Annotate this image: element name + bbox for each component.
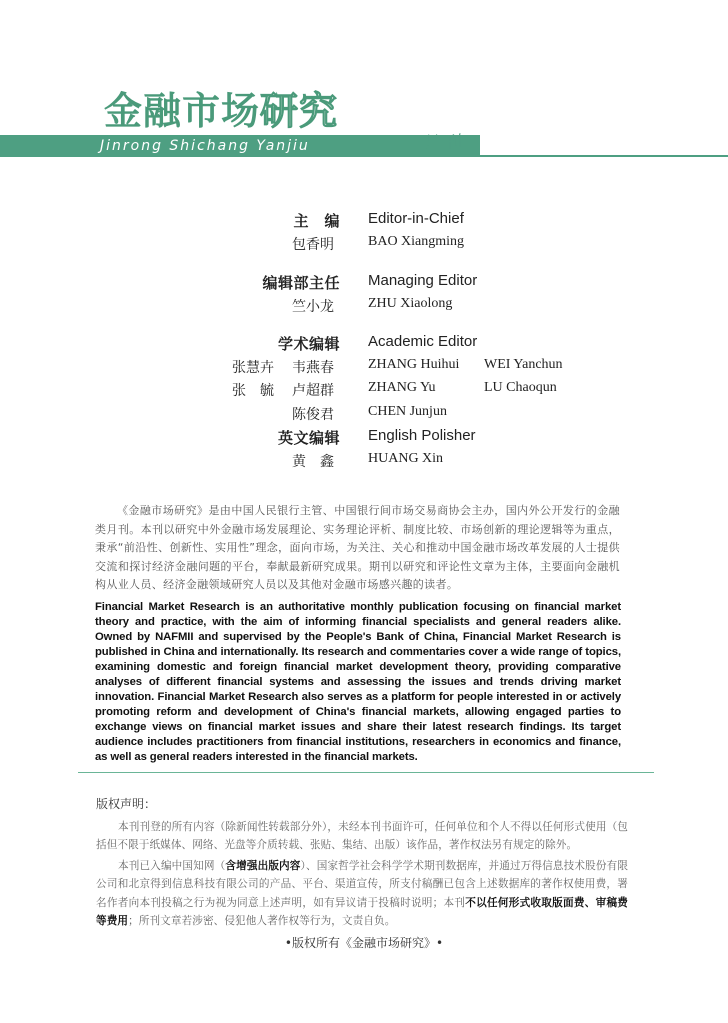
- copyright-heading: 版权声明：: [96, 797, 157, 811]
- academic-editor-label-row: [0, 333, 728, 357]
- academic-editor-name-en: ZHANG Yu: [368, 380, 436, 395]
- academic-editor-name-cn: 韦燕春: [292, 360, 334, 376]
- section-divider: [78, 772, 654, 773]
- intro-paragraph-en: Financial Market Research is an authoritative monthly publication focusing on financial market theory and practice, with the aim of informing financial specialists and general readers alike. Owned by NAFMII and supervised by the People's Bank of China, Financial Market Research is published in China and internationally. Its research and commentaries cover a wide range of topics, examining domestic and foreign financial market development theory, providing comparative analyses of different financial systems and assessing the issues and trends driving market innovation. Financial Market Research also serves as a platform for people interested in or actively promoting reform and development of China's financial markets, allowing engaged parties to exchange views on financial market issues and share their latest research findings. Its target audience includes practitioners from financial institutions, researchers in economics and finance, as well as general readers interested in the financial markets.: [95, 601, 621, 763]
- editor-in-chief-name-row: [0, 234, 728, 258]
- english-polisher-label-cn: 英文编辑: [277, 429, 340, 447]
- managing-editor-label-cn: 编辑部主任: [262, 274, 340, 292]
- journal-title-part1: 金融市场: [104, 88, 261, 133]
- academic-editor-name-cn: 陈俊君: [292, 407, 334, 423]
- copyright-p2-text-c: ；所刊文章若涉密、侵犯他人著作权等行为，文责自负。: [128, 915, 396, 928]
- academic-editor-names-row-1: [0, 357, 728, 381]
- academic-editor-names-row-3: [0, 404, 728, 428]
- academic-editor-name-cn: 卢超群: [292, 383, 334, 399]
- managing-editor-name-cn: 竺小龙: [292, 299, 334, 315]
- academic-editor-name-en: LU Chaoqun: [484, 380, 557, 395]
- copyright-p2-bold-1: 含增强出版内容: [225, 860, 301, 872]
- academic-editor-names-row-2: [0, 380, 728, 404]
- copyright-paragraph-2: [96, 857, 628, 931]
- editor-in-chief-label-cn: 主 编: [293, 212, 340, 230]
- academic-editor-label-cn: 学术编辑: [277, 335, 340, 353]
- journal-frequency: 月刊: [424, 133, 466, 153]
- academic-editor-name-en: WEI Yanchun: [484, 357, 563, 372]
- editor-in-chief-name-en: BAO Xiangming: [368, 234, 465, 249]
- editor-in-chief-label-row: [0, 210, 728, 234]
- academic-editor-name-en: CHEN Junjun: [368, 404, 447, 419]
- editor-in-chief-name-cn: 包香明: [292, 237, 334, 253]
- editor-in-chief-label-en: Editor-in-Chief: [368, 210, 464, 227]
- managing-editor-label-en: Managing Editor: [368, 272, 478, 289]
- english-polisher-label-row: [0, 427, 728, 451]
- managing-editor-name-en: ZHU Xiaolong: [368, 296, 453, 311]
- managing-editor-name-row: [0, 296, 728, 320]
- academic-editor-name-cn: 张慧卉: [232, 360, 274, 376]
- journal-title: [104, 88, 338, 134]
- managing-editor-label-row: [0, 272, 728, 296]
- copyright-p2-text-b: ）、国家哲学社会科学学术期刊数据库，并通过万得信息技术股份有限公司和北京得到信息科技有限公司的产品、平台、渠道宣传，所支付稿酬已包含上述数据库的著作权使用费，署名作者向本刊投稿之行为视为同意上述声明，如有异议请于投稿时说明；本刊: [96, 860, 629, 909]
- intro-paragraph-cn: 《金融市场研究》是由中国人民银行主管、中国银行间市场交易商协会主办，国内外公开发行的金融类月刊。本刊以研究中外金融市场发展理论、实务理论评析、制度比较、市场创新的理论逻辑等为重点，秉承“前沿性、创新性、实用性”理念，面向市场，为关注、关心和推动中国金融市场改革发展的人士提供交流和探讨经济金融问题的平台，奉献最新研究成果。期刊以研究和评论性文章为主体，主要面向金融机构从业人员、经济金融领域研究人员以及其他对金融市场感兴趣的读者。: [95, 504, 620, 592]
- english-polisher-name-cn: 黄 鑫: [292, 454, 334, 470]
- academic-editor-name-en: ZHANG Huihui: [368, 357, 460, 372]
- english-polisher-name-row: [0, 451, 728, 475]
- english-polisher-name-en: HUANG Xin: [368, 451, 444, 466]
- copyright-p2-bold-2: 不以任何形式收取版面费、审稿费等费用: [96, 896, 629, 928]
- journal-pinyin: Jinrong Shichang Yanjiu: [100, 138, 310, 154]
- english-polisher-label-en: English Polisher: [368, 427, 476, 444]
- masthead: [0, 0, 728, 170]
- title-band-line: [480, 155, 728, 157]
- copyright-p2-text-a: 本刊已入编中国知网（: [118, 860, 226, 872]
- journal-title-part2: 研究: [260, 88, 339, 133]
- copyright-footer: •版权所有《金融市场研究》•: [284, 936, 444, 950]
- copyright-paragraph-1: 本刊刊登的所有内容（除新闻性转载部分外），未经本刊书面许可，任何单位和个人不得以任何形式使用（包括但不限于纸媒体、网络、光盘等介质转载、张贴、集结、出版）该作品，著作权法另有规定的除外。: [96, 821, 628, 852]
- academic-editor-name-cn: 张 毓: [232, 383, 274, 399]
- academic-editor-label-en: Academic Editor: [368, 333, 478, 350]
